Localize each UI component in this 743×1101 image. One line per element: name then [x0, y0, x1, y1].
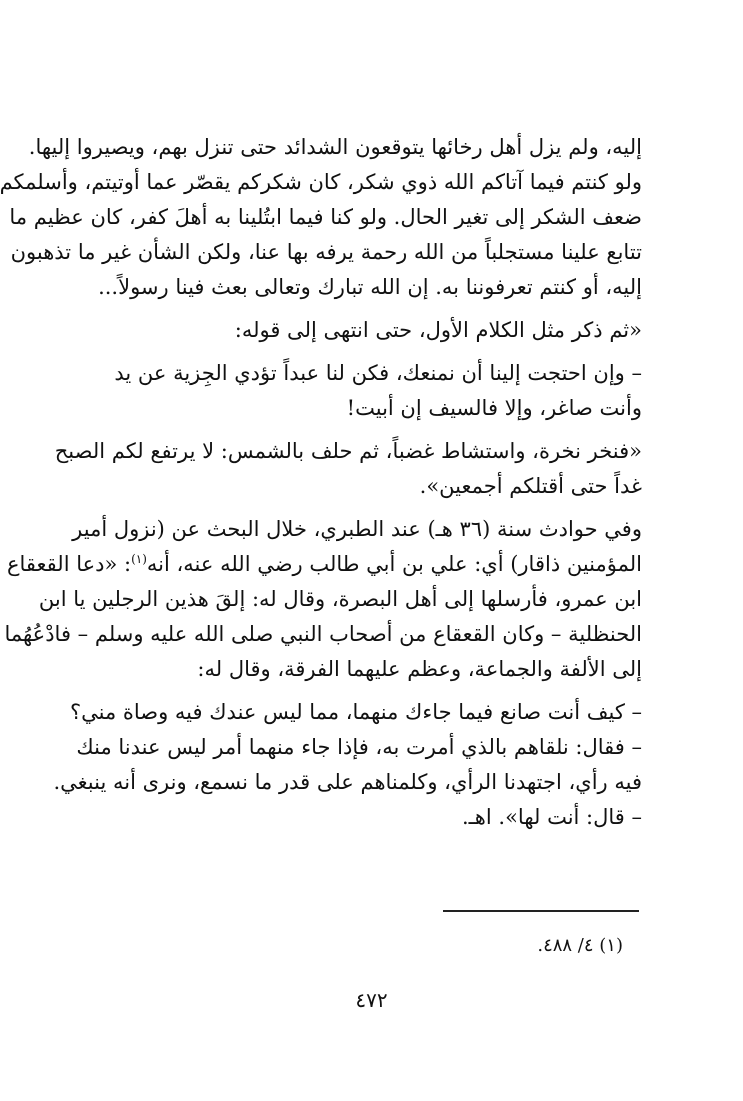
text-line: «ثم ذكر مثل الكلام الأول، حتى انتهى إلى قوله:	[234, 318, 642, 342]
text-line: وفي حوادث سنة (٣٦ هـ) عند الطبري، خلال البحث عن (نزول أمير	[72, 517, 642, 541]
text-line: ابن عمرو، فأرسلها إلى أهل البصرة، وقال له: إلقَ هذين الرجلين يا ابن	[38, 587, 642, 611]
paragraph-1	[0, 130, 642, 305]
footnote: (١) ٤/ ٤٨٨.	[537, 935, 623, 956]
text-line: إليه، ولم يزل أهل رخائها يتوقعون الشدائد حتى تنزل بهم، ويصيروا إليها.	[28, 135, 642, 159]
paragraph-6	[53, 695, 642, 835]
paragraph-2	[90, 313, 642, 348]
text-segment: : «دعا القعقاع	[6, 552, 132, 576]
paragraph-4	[54, 434, 642, 504]
text-line: – فقال: نلقاهم بالذي أمرت به، فإذا جاء منهما أمر ليس عندنا منك	[76, 735, 642, 759]
page-number: ٤٧٢	[355, 988, 388, 1012]
footnote-reference[interactable]: (١)	[131, 552, 147, 566]
text-line: الحنظلية – وكان القعقاع من أصحاب النبي صلى الله عليه وسلم – فادْعُهُما	[4, 622, 642, 646]
text-line: – وإن احتجت إلينا أن نمنعك، فكن لنا عبداً تؤدي الجِزية عن يد	[114, 361, 642, 385]
text-line: فيه رأي، اجتهدنا الرأي، وكلمناهم على قدر ما نسمع، ونرى أنه ينبغي.	[53, 770, 642, 794]
paragraph-3	[90, 356, 642, 426]
text-line: – كيف أنت صانع فيما جاءك منهما، مما ليس عندك فيه وصاة مني؟	[69, 700, 642, 724]
text-line: إليه، أو كنتم تعرفوننا به. إن الله تبارك وتعالى بعث فينا رسولاً...	[98, 275, 642, 299]
text-line: تتابع علينا مستجلباً من الله رحمة يرفه بها عنا، ولكن الشأن غير ما تذهبون	[10, 240, 642, 264]
text-line: ولو كنتم فيما آتاكم الله ذوي شكر، كان شكركم يقصّر عما أوتيتم، وأسلمكم	[0, 170, 642, 194]
text-line: ضعف الشكر إلى تغير الحال. ولو كنا فيما ابتُلينا به أهلَ كفر، كان عظيم ما	[9, 205, 642, 229]
text-line: – قال: أنت لها». اهـ.	[461, 805, 642, 829]
text-line-with-footnote-ref	[6, 547, 642, 582]
text-segment: المؤمنين ذاقار) أي: علي بن أبي طالب رضي الله عنه، أنه	[146, 552, 642, 576]
text-line: إلى الألفة والجماعة، وعظم عليهما الفرقة، وقال له:	[197, 657, 642, 681]
paragraph-5	[4, 512, 642, 687]
footnote-divider	[443, 910, 639, 912]
main-text	[0, 130, 642, 835]
text-line: وأنت صاغر، وإلا فالسيف إن أبيت!	[346, 396, 642, 420]
text-line: «فنخر نخرة، واستشاط غضباً، ثم حلف بالشمس: لا يرتفع لكم الصبح	[54, 439, 642, 463]
text-line: غداً حتى أقتلكم أجمعين».	[419, 474, 642, 498]
